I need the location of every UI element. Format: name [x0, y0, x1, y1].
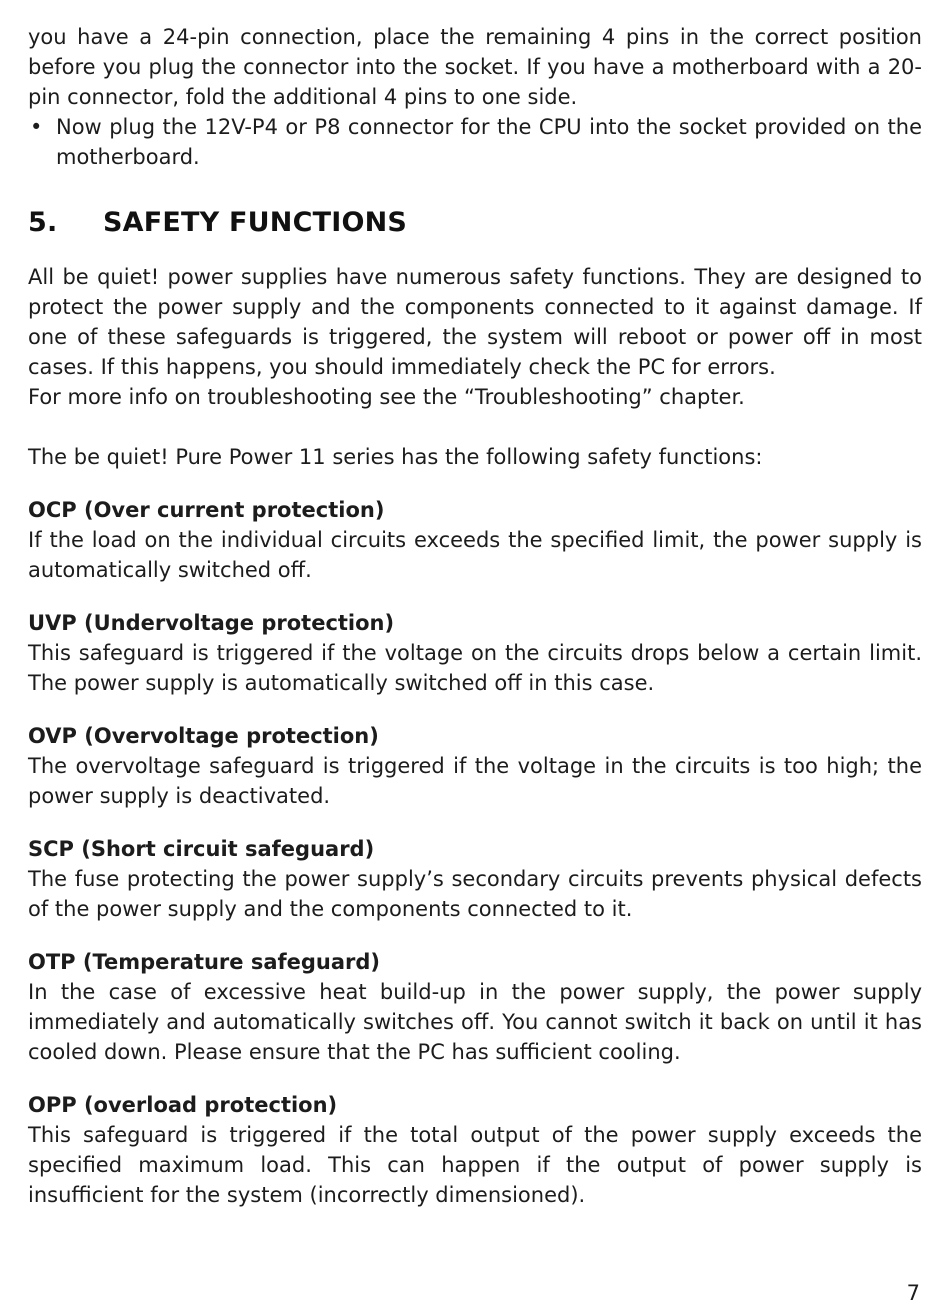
function-description: This safeguard is triggered if the voltage on the circuits drops below a certain limit. The power supply is automatically switched off in this case.: [28, 641, 922, 695]
bullet-icon: •: [30, 115, 43, 139]
intro-continuation: you have a 24-pin connection, place the remaining 4 pins in the correct position before you plug the connector into the socket. If you have a motherboard with a 20-pin connector, fold the additional 4 pins to one side.: [28, 25, 922, 109]
function-opp: [28, 1090, 922, 1210]
function-title: OTP (Temperature safeguard): [28, 950, 381, 974]
function-scp: [28, 834, 922, 924]
function-otp: [28, 947, 922, 1067]
document-page: [28, 22, 922, 1210]
function-title: OCP (Over current protection): [28, 498, 385, 522]
function-title: OVP (Overvoltage protection): [28, 724, 379, 748]
section-number: 5.: [28, 207, 58, 238]
function-title: UVP (Undervoltage protection): [28, 611, 395, 635]
function-description: The overvoltage safeguard is triggered if the voltage in the circuits is too high; the power supply is deactivated.: [28, 754, 922, 808]
function-ovp: [28, 721, 922, 811]
function-title: SCP (Short circuit safeguard): [28, 837, 375, 861]
section-title: SAFETY FUNCTIONS: [103, 207, 408, 238]
function-title: OPP (overload protection): [28, 1093, 338, 1117]
paragraph-troubleshooting: For more info on troubleshooting see the “Troubleshooting” chapter.: [28, 385, 745, 409]
section-heading: [28, 206, 922, 240]
function-description: In the case of excessive heat build-up in the power supply, the power supply immediately and automatically switches off. You cannot switch it back on until it has cooled down. Please ensure that the PC has sufficient cooling.: [28, 980, 922, 1064]
intro-bullet-text: Now plug the 12V-P4 or P8 connector for the CPU into the socket provided on the motherboard.: [56, 115, 922, 169]
spacer: [28, 412, 922, 442]
function-ocp: [28, 495, 922, 585]
function-description: If the load on the individual circuits exceeds the specified limit, the power supply is automatically switched off.: [28, 528, 922, 582]
function-description: This safeguard is triggered if the total output of the power supply exceeds the specified maximum load. This can happen if the output of power supply is insufficient for the system (incorrectly dimensioned).: [28, 1123, 922, 1207]
paragraph-series: The be quiet! Pure Power 11 series has the following safety functions:: [28, 445, 763, 469]
paragraph-intro: All be quiet! power supplies have numerous safety functions. They are designed to protect the power supply and the components connected to it against damage. If one of these safeguards is triggered, the system will reboot or power off in most cases. If this happens, you should immediately check the PC for errors.: [28, 265, 922, 379]
function-description: The fuse protecting the power supply’s secondary circuits prevents physical defects of the power supply and the components connected to it.: [28, 867, 922, 921]
page-number: 7: [906, 1281, 920, 1305]
function-uvp: [28, 608, 922, 698]
intro-bullet-item: [28, 112, 922, 172]
